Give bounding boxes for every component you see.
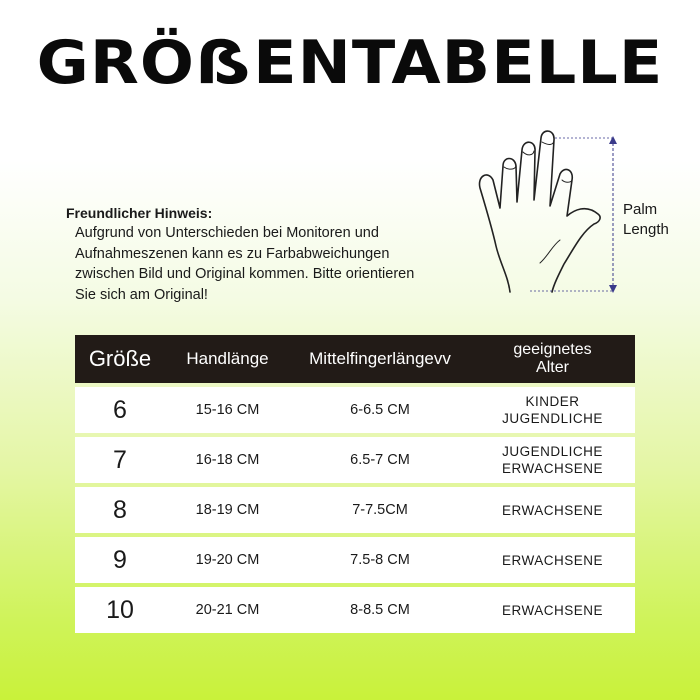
cell-size: 9 (113, 545, 127, 574)
table-header (75, 335, 635, 383)
cell-size: 10 (106, 595, 134, 624)
cell-hand-length: 20-21 CM (195, 602, 260, 618)
header-size: Größe (88, 346, 152, 371)
cell-size: 6 (113, 395, 127, 424)
table-row (75, 437, 635, 483)
table-row (75, 487, 635, 533)
page-title: GRÖẞENTABELLE (36, 28, 664, 98)
cell-age: ERWACHSENE (501, 602, 604, 618)
cell-hand-length: 18-19 CM (195, 502, 260, 518)
notice-line: Aufnahmeszenen kann es zu Farbabweichungen (75, 245, 390, 262)
cell-age: ERWACHSENE (501, 552, 604, 568)
cell-finger-length: 6.5-7 CM (350, 452, 410, 468)
palm-length-label: Palm Length (623, 201, 669, 238)
notice-line: Aufgrund von Unterschieden bei Monitoren und (75, 225, 379, 241)
notice-line: zwischen Bild und Original kommen. Bitte orientieren (75, 266, 415, 282)
cell-age: JUGENDLICHE ERWACHSENE (501, 444, 604, 476)
notice-body (66, 223, 466, 305)
cell-finger-length: 7.5-8 CM (350, 552, 410, 568)
cell-size: 7 (113, 445, 127, 474)
table-row (75, 587, 635, 633)
header-age: geeignetes Alter (513, 341, 592, 376)
cell-age: ERWACHSENE (501, 502, 604, 518)
cell-finger-length: 7-7.5CM (352, 502, 408, 518)
cell-hand-length: 16-18 CM (195, 452, 260, 468)
notice-heading: Freundlicher Hinweis: (66, 205, 213, 221)
hand-outline-icon (470, 128, 630, 308)
table-row (75, 537, 635, 583)
cell-age: KINDER JUGENDLICHE (502, 394, 603, 426)
notice-line: Sie sich am Original! (75, 286, 208, 303)
size-table (75, 335, 635, 633)
table-row (75, 387, 635, 433)
cell-hand-length: 19-20 CM (195, 552, 260, 568)
cell-size: 8 (113, 495, 127, 524)
notice (66, 205, 466, 305)
cell-finger-length: 6-6.5 CM (350, 402, 410, 418)
cell-hand-length: 15-16 CM (195, 402, 260, 418)
header-finger-length: Mittelfingerlängevv (309, 349, 451, 368)
cell-finger-length: 8-8.5 CM (350, 602, 410, 618)
header-hand-length: Handlänge (186, 349, 269, 368)
